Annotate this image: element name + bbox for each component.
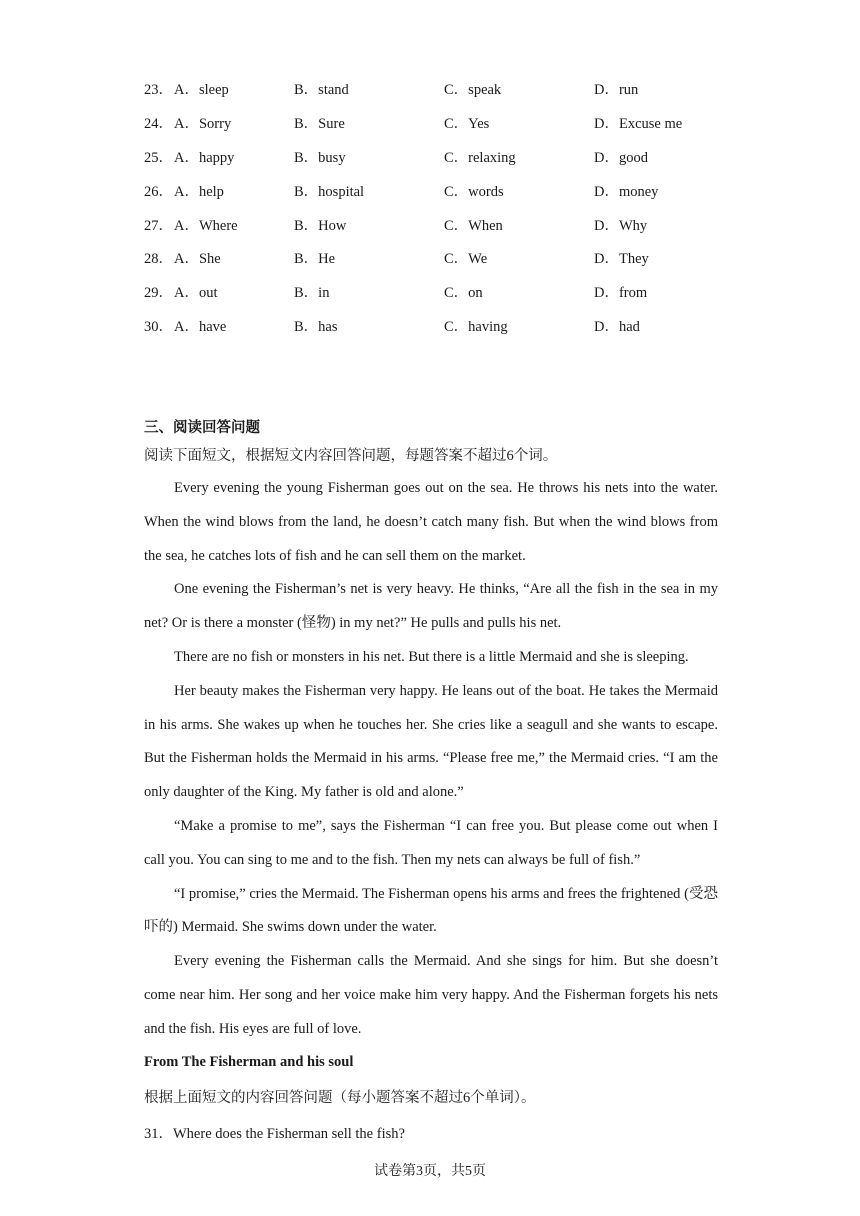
option-row <box>144 309 724 343</box>
option-d: D．Excuse me <box>594 116 683 133</box>
option-a: A．She <box>174 251 221 268</box>
passage-paragraph: Every evening the young Fisherman goes out on the sea. He throws his nets into the water. When the wind blows from the land, he doesn’t catch many fish. But when the wind blows from the sea, he catches lots of fish and he can sell them on the market. <box>144 480 718 564</box>
option-a: A．have <box>174 318 227 335</box>
option-row <box>144 173 724 207</box>
question-number: 23． <box>144 82 173 99</box>
option-c: C．We <box>444 251 488 268</box>
option-row <box>144 140 724 174</box>
question-number: 26． <box>144 183 173 200</box>
option-b: B．has <box>294 318 338 335</box>
option-d: D．had <box>594 318 640 335</box>
option-c: C．having <box>444 318 508 335</box>
option-b: B．stand <box>294 82 349 99</box>
option-c: C．When <box>444 217 503 234</box>
reading-passage <box>144 472 718 1047</box>
passage-paragraph: Every evening the Fisherman calls the Mermaid. And she sings for him. But she doesn’t come near him. Her song and her voice make him very happy. And the Fisherman forgets his nets and the fish. His eyes are full of love. <box>144 953 718 1037</box>
question-instruction: 根据上面短文的内容回答问题（每小题答案不超过6个单词）。 <box>144 1090 536 1106</box>
option-a: A．Sorry <box>174 116 232 133</box>
option-c: C．speak <box>444 82 502 99</box>
question-number: 24． <box>144 116 173 133</box>
question-number: 29． <box>144 285 173 302</box>
question-number: 28． <box>144 251 173 268</box>
option-row <box>144 241 724 275</box>
option-a: A．happy <box>174 149 235 166</box>
option-d: D．money <box>594 183 659 200</box>
option-c: C．relaxing <box>444 149 516 166</box>
option-b: B．in <box>294 285 330 302</box>
option-row <box>144 106 724 140</box>
section-instruction: 阅读下面短文，根据短文内容回答问题，每题答案不超过6个词。 <box>144 448 558 464</box>
option-d: D．run <box>594 82 639 99</box>
option-a: A．sleep <box>174 82 229 99</box>
option-a: A．out <box>174 285 218 302</box>
option-b: B．Sure <box>294 116 345 133</box>
option-a: A．Where <box>174 217 238 234</box>
option-row <box>144 207 724 241</box>
question-31: 31．Where does the Fisherman sell the fish? <box>144 1126 405 1142</box>
option-a: A．help <box>174 183 224 200</box>
option-d: D．good <box>594 149 648 166</box>
option-d: D．from <box>594 285 648 302</box>
question-number: 25． <box>144 149 173 166</box>
passage-paragraph: “I promise,” cries the Mermaid. The Fisherman opens his arms and frees the frightened (受恐吓的) Mermaid. She swims down under the water. <box>144 885 718 936</box>
option-c: C．Yes <box>444 116 490 133</box>
passage-paragraph: Her beauty makes the Fisherman very happy. He leans out of the boat. He takes the Mermaid in his arms. She wakes up when he touches her. She cries like a seagull and she wants to escape. But the Fisherman holds the Mermaid in his arms. “Please free me,” the Mermaid cries. “I am the only daughter of the King. My father is old and alone.” <box>144 682 718 801</box>
option-row <box>144 275 724 309</box>
option-b: B．He <box>294 251 336 268</box>
options-list <box>144 72 724 342</box>
option-row <box>144 72 724 106</box>
option-d: D．They <box>594 251 649 268</box>
option-d: D．Why <box>594 217 648 234</box>
option-b: B．busy <box>294 149 346 166</box>
option-b: B．How <box>294 217 347 234</box>
option-c: C．on <box>444 285 483 302</box>
option-b: B．hospital <box>294 183 365 200</box>
passage-source: From The Fisherman and his soul <box>144 1054 354 1070</box>
option-c: C．words <box>444 183 504 200</box>
section-title: 三、阅读回答问题 <box>144 420 260 436</box>
question-number: 30． <box>144 318 173 335</box>
page-footer: 试卷第3页，共5页 <box>374 1164 486 1179</box>
passage-paragraph: “Make a promise to me”, says the Fisherman “I can free you. But please come out when I call you. You can sing to me and to the fish. Then my nets can always be full of fish.” <box>144 817 718 868</box>
passage-paragraph: One evening the Fisherman’s net is very heavy. He thinks, “Are all the fish in the sea in my net? Or is there a monster (怪物) in my net?” He pulls and pulls his net. <box>144 581 718 632</box>
question-number: 27． <box>144 217 173 234</box>
passage-paragraph: There are no fish or monsters in his net. But there is a little Mermaid and she is sleeping. <box>174 648 689 665</box>
